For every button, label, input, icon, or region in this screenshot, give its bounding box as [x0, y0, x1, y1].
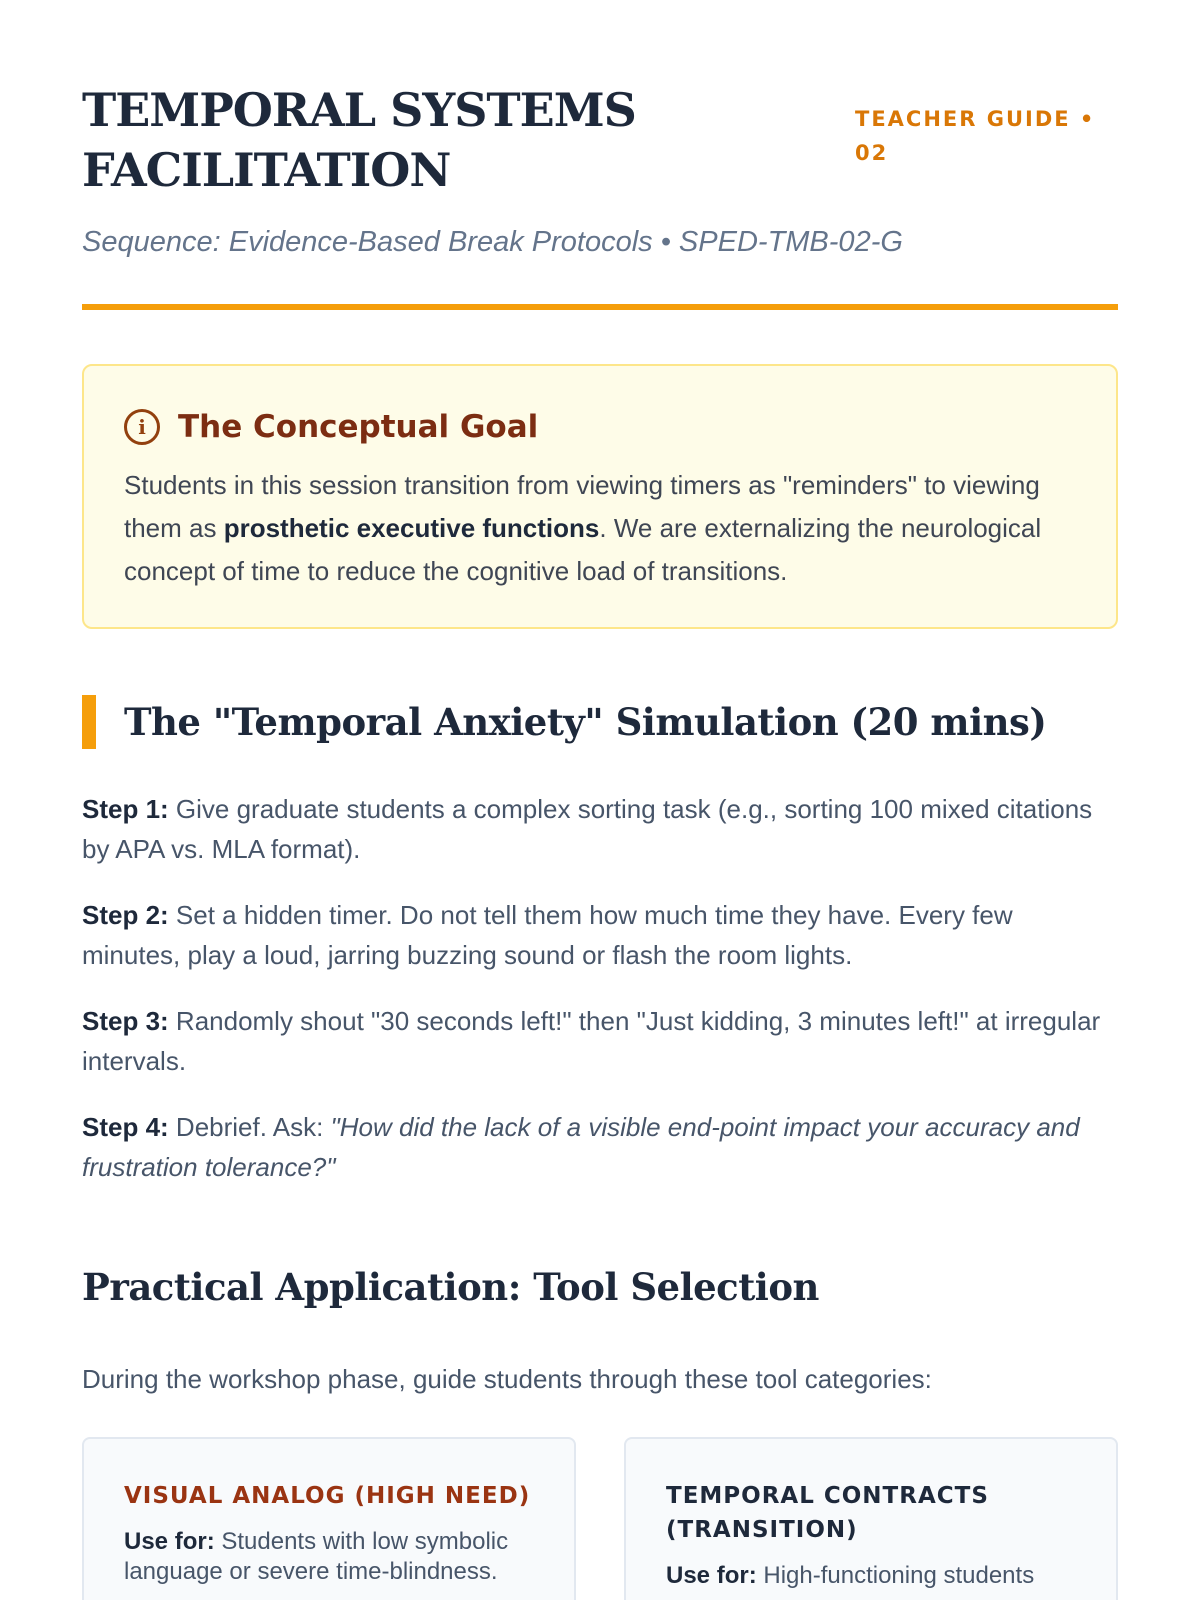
card-use-label: Use for:	[666, 1562, 757, 1589]
conceptual-goal-callout	[82, 364, 1118, 629]
simulation-heading	[82, 695, 1118, 749]
page-header	[82, 0, 1118, 310]
step-text: Randomly shout "30 seconds left!" then "Just kidding, 3 minutes left!" at irregular intervals.	[82, 1006, 1101, 1076]
application-intro: During the workshop phase, guide students through these tool categories:	[82, 1364, 932, 1394]
callout-text-emphasis: prosthetic executive functions	[223, 513, 600, 543]
step-text: Debrief. Ask:	[168, 1112, 331, 1142]
simulation-title: The "Temporal Anxiety" Simulation (20 mins)	[124, 700, 1047, 744]
step-text: Give graduate students a complex sorting task (e.g., sorting 100 mixed citations by APA vs. MLA format).	[82, 794, 1093, 864]
step-3	[82, 1001, 1118, 1081]
card-use-label: Use for:	[124, 1528, 215, 1555]
tool-category-cards	[82, 1437, 1118, 1600]
header-divider	[82, 304, 1118, 310]
card-title: VISUAL ANALOG (HIGH NEED)	[124, 1483, 531, 1509]
callout-text-end: . We are externalizing the neurological concept of time to reduce the cognitive load of transitions.	[124, 513, 1042, 586]
step-label: Step 3:	[82, 1006, 169, 1036]
callout-text-start: Students in this session transition from viewing timers as "reminders" to viewing them as	[124, 470, 1040, 543]
step-text: Set a hidden timer. Do not tell them how much time they have. Every few minutes, play a loud, jarring buzzing sound or flash the room lights.	[82, 900, 1013, 970]
card-use-text: Students with low symbolic language or severe time-blindness.	[124, 1528, 509, 1585]
page-subtitle: Sequence: Evidence-Based Break Protocols • SPED-TMB-02-G	[82, 226, 903, 258]
section-accent-bar	[82, 695, 96, 749]
step-label: Step 1:	[82, 794, 169, 824]
card-text	[124, 1527, 534, 1587]
card-title: TEMPORAL CONTRACTS (TRANSITION)	[666, 1483, 989, 1543]
guide-label: TEACHER GUIDE • 02	[855, 107, 1096, 165]
application-title: Practical Application: Tool Selection	[82, 1265, 819, 1309]
info-icon: i	[124, 409, 160, 445]
step-label: Step 2:	[82, 900, 169, 930]
callout-header	[124, 404, 1076, 450]
tool-card-visual-analog	[82, 1437, 576, 1600]
simulation-steps	[82, 789, 1118, 1187]
step-label: Step 4:	[82, 1112, 169, 1142]
step-1	[82, 789, 1118, 869]
step-2	[82, 895, 1118, 975]
tool-card-temporal-contracts	[624, 1437, 1118, 1600]
card-use-text: High-functioning students	[756, 1562, 1035, 1589]
debrief-question: "How did the lack of a visible end-point impact your accuracy and frustration tolerance?"	[82, 1112, 1080, 1182]
page-title: TEMPORAL SYSTEMS FACILITATION	[82, 83, 636, 197]
card-text	[666, 1561, 1076, 1591]
callout-title: The Conceptual Goal	[178, 409, 539, 445]
step-4	[82, 1107, 1118, 1187]
callout-text	[124, 464, 1076, 593]
